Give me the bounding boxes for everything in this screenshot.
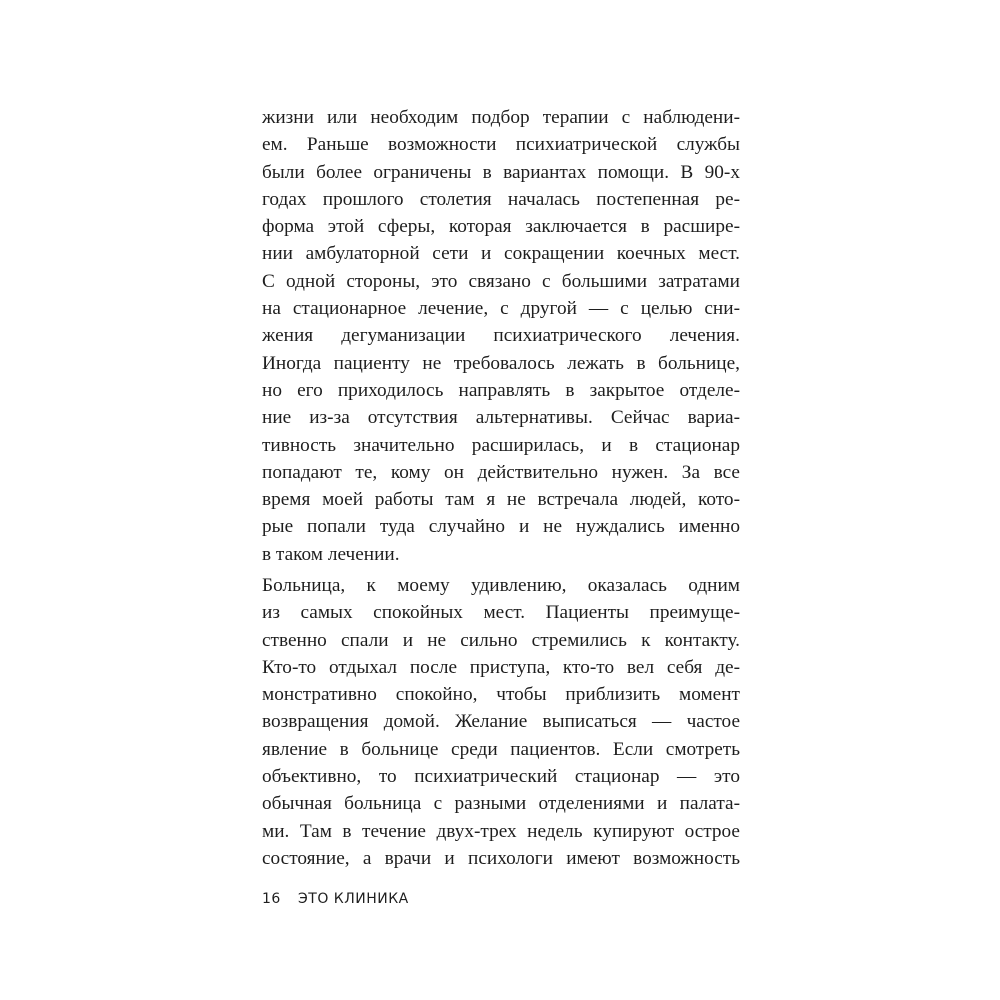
- text-line: явление в больнице среди пациентов. Если смотреть: [262, 738, 740, 760]
- text-line: рые попали туда случайно и не нуждались именно: [262, 516, 740, 538]
- paragraph-1: [262, 104, 740, 568]
- text-line: время моей работы там я не встречала людей, кото-: [262, 489, 740, 511]
- text-line: Больница, к моему удивлению, оказалась одним: [262, 575, 740, 596]
- text-line: на стационарное лечение, с другой — с целью сни-: [262, 298, 740, 320]
- text-line: ние из-за отсутствия альтернативы. Сейчас вариа-: [262, 407, 740, 429]
- text-line: Кто-то отдыхал после приступа, кто-то вел себя де-: [262, 656, 740, 678]
- text-line: объективно, то психиатрический стационар — это: [262, 766, 740, 788]
- text-line: ственно спали и не сильно стремились к контакту.: [262, 629, 740, 651]
- text-line: из самых спокойных мест. Пациенты преимуще-: [262, 602, 740, 624]
- text-line: ми. Там в течение двух-трех недель купируют острое: [262, 820, 740, 842]
- text-line: С одной стороны, это связано с большими затратами: [262, 270, 740, 292]
- text-line: жения дегуманизации психиатрического лечения.: [262, 325, 740, 347]
- text-line: нии амбулаторной сети и сокращении коечных мест.: [262, 243, 740, 265]
- paragraph-2: [262, 572, 740, 872]
- text-line: попадают те, кому он действительно нужен. За все: [262, 461, 740, 483]
- page-number: 16: [262, 891, 281, 907]
- text-line: жизни или необходим подбор терапии с наблюдени-: [262, 107, 740, 128]
- text-line: Иногда пациенту не требовалось лежать в больнице,: [262, 352, 740, 374]
- text-line: возвращения домой. Желание выписаться — частое: [262, 711, 740, 733]
- text-line: годах прошлого столетия началась постепенная ре-: [262, 188, 740, 210]
- running-title: ЭТО КЛИНИКА: [298, 891, 409, 907]
- text-line: были более ограничены в вариантах помощи. В 90-х: [262, 161, 740, 183]
- text-line: состояние, а врачи и психологи имеют возможность: [262, 847, 740, 869]
- page-footer: [262, 891, 409, 907]
- text-line: обычная больница с разными отделениями и палата-: [262, 793, 740, 815]
- text-line: тивность значительно расширилась, и в стационар: [262, 434, 740, 456]
- text-line: форма этой сферы, которая заключается в расшире-: [262, 216, 740, 238]
- text-line: но его приходилось направлять в закрытое отделе-: [262, 379, 740, 401]
- text-line: монстративно спокойно, чтобы приблизить момент: [262, 684, 740, 706]
- text-line: ем. Раньше возможности психиатрической службы: [262, 134, 740, 156]
- text-line: в таком лечении.: [262, 543, 400, 565]
